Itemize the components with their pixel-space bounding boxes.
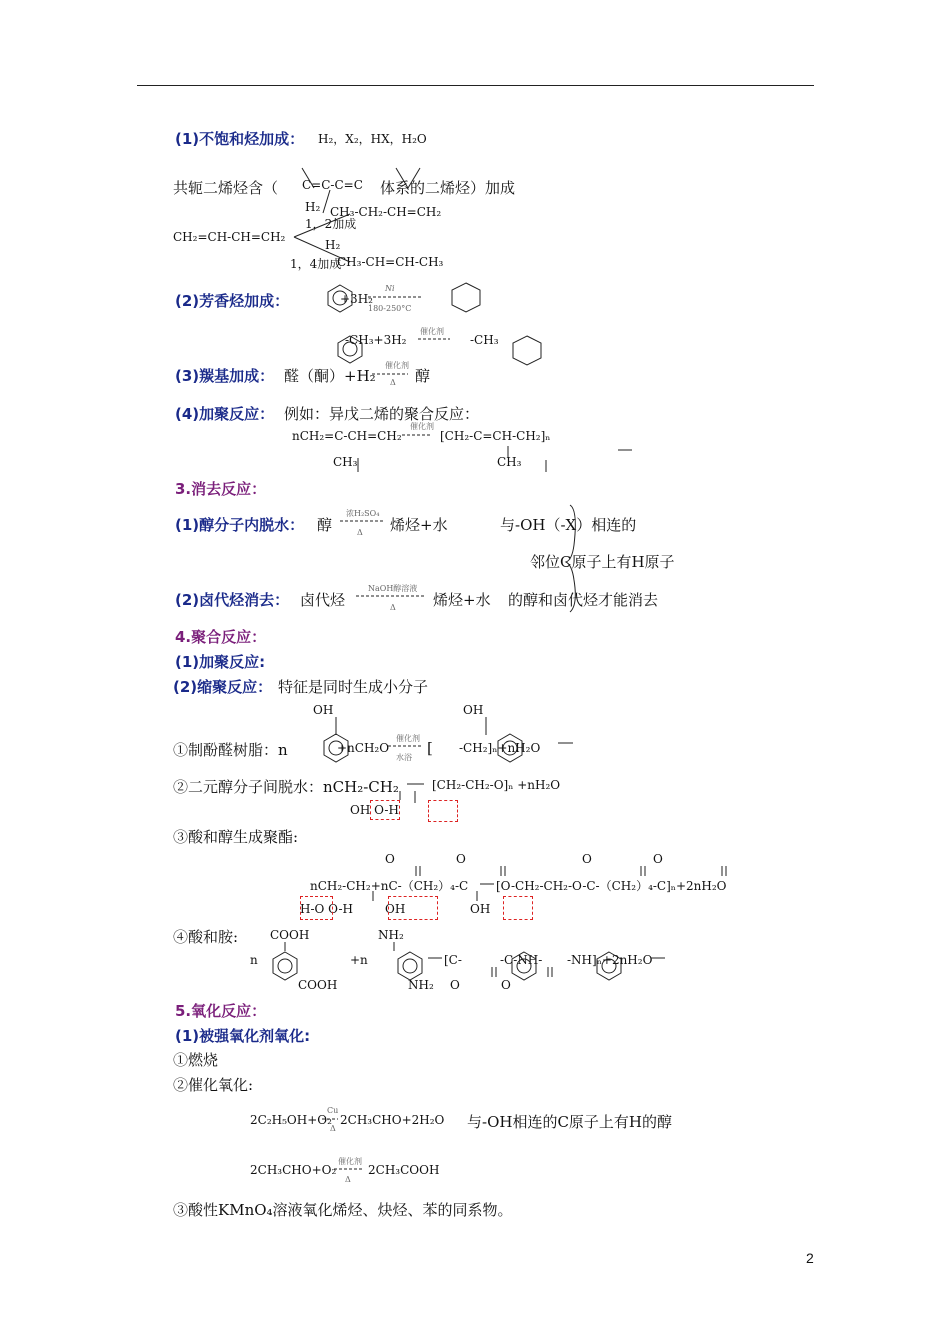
poly-i3-product: [O-CH₂-CH₂-O-C-（CH₂）₄-C]ₙ+2nH₂O	[496, 879, 727, 893]
poly-i2-label: ②二元醇分子间脱水：nCH₂-CH₂	[173, 778, 399, 796]
cyclohexane-ring-1	[452, 283, 480, 312]
conj-text-a: 共轭二烯烃含（	[173, 179, 279, 197]
poly-i3-sub-1: H-O O-H	[300, 902, 353, 916]
poly-i1-mid: +nCH₂O	[337, 741, 390, 755]
ox-eq1-note: 与-OH相连的C原子上有H的醇	[467, 1113, 673, 1131]
i3-o-4: O	[653, 852, 663, 866]
i4-plus-n: +n	[350, 953, 368, 967]
i4-product-a: [C-	[444, 953, 462, 967]
conj-bond-line-2	[408, 168, 420, 188]
s4-heading: (4)加聚反应：	[175, 405, 275, 423]
s2-cond1-top: Ni	[385, 284, 395, 293]
conj-formula: C=C-C=C	[302, 178, 363, 192]
i3-o-3: O	[582, 852, 592, 866]
ox-eq1-cond-top: Cu	[327, 1106, 339, 1115]
s1-heading: (1)不饱和烃加成：	[175, 130, 305, 148]
elim-b-cond-top: NaOH醇溶液	[368, 584, 418, 593]
i4-cooh-1: COOH	[270, 928, 310, 942]
phenol-ring-2	[498, 734, 522, 762]
poly-i3-sub-2: OH	[385, 902, 406, 916]
poly-i3-eq: nCH₂-CH₂+nC-（CH₂）₄-C	[310, 879, 469, 893]
poly-i1-bracket: [	[427, 739, 433, 757]
ox-eq1-cond-bottom: Δ	[330, 1124, 336, 1133]
product-ring-1	[512, 952, 536, 980]
poly-i1-cond-top: 催化剂	[396, 734, 420, 743]
s2-cond2-top: 催化剂	[420, 327, 444, 336]
poly-i1-cond-bottom: 水浴	[396, 753, 412, 762]
ox-eq2-right: 2CH₃COOH	[368, 1163, 440, 1177]
conj-bond-line-1	[396, 168, 408, 188]
label-12-addition: 1，2加成	[305, 217, 357, 231]
poly-h1: (1)加聚反应:	[175, 653, 266, 671]
elim-a-left: 醇	[317, 516, 333, 534]
elim-a-heading: (1)醇分子内脱水：	[175, 516, 305, 534]
i4-cooh-2: COOH	[298, 978, 338, 992]
conj-text-b: 体系的二烯烃）加成	[380, 179, 516, 197]
poly-i3-label: ③酸和醇生成聚酯:	[173, 828, 299, 846]
i4-nh2-1: NH₂	[378, 928, 404, 942]
i4-product-b: -C-NH-	[500, 953, 543, 967]
i4-o-1: O	[450, 978, 460, 992]
elim-title: 3.消去反应：	[175, 480, 267, 498]
elim-a-cond-top: 浓H₂SO₄	[346, 509, 380, 518]
elim-note-1: 与-OH（-X）相连的	[500, 516, 637, 534]
benzene-ring-1	[328, 285, 352, 312]
poly-i1-tail: -CH₂]ₙ+nH₂O	[459, 741, 541, 755]
elim-b-heading: (2)卤代烃消去：	[175, 591, 290, 609]
ox-eq1-left: 2C₂H₅OH+O₂	[250, 1113, 332, 1127]
elim-note-3: 的醇和卤代烃才能消去	[508, 591, 659, 609]
i4-o-2: O	[501, 978, 511, 992]
s3-cond-top: 催化剂	[385, 361, 409, 370]
ox-eq1-right: 2CH₃CHO+2H₂O	[340, 1113, 445, 1127]
elim-note-2: 邻位C原子上有H原子	[530, 553, 675, 571]
poly-title: 4.聚合反应：	[175, 628, 267, 646]
s3-eq-right: 醇	[415, 367, 431, 385]
phenol-oh-2: OH	[463, 703, 484, 717]
s4-eq-left: nCH₂=C-CH=CH₂	[292, 429, 402, 443]
i3-o-2: O	[456, 852, 466, 866]
s4-ch3-b: CH₃	[497, 455, 522, 469]
s4-eq-right: [CH₂-C=CH-CH₂]ₙ	[440, 429, 551, 443]
label-14-addition: 1，4加成	[290, 257, 342, 271]
s4-cond-top: 催化剂	[410, 422, 434, 431]
poly-i1-label: ①制酚醛树脂：n	[173, 741, 288, 759]
ox-eq2-cond-top: 催化剂	[338, 1157, 362, 1166]
s2-eq1: +3H₂	[340, 292, 373, 306]
diene-reactant: CH₂=CH-CH=CH₂	[173, 230, 286, 244]
i3-o-1: O	[385, 852, 395, 866]
ox-eq2-cond-bottom: Δ	[345, 1175, 351, 1184]
poly-i3-sub-3: OH	[470, 902, 491, 916]
elim-b-left: 卤代烃	[300, 591, 346, 609]
h2-top-label: H₂	[305, 200, 321, 214]
product-14: CH₃-CH=CH-CH₃	[337, 255, 444, 269]
product-ring-2	[597, 952, 621, 980]
i4-nh2-2: NH₂	[408, 978, 434, 992]
phenol-oh-1: OH	[313, 703, 334, 717]
s3-cond-bottom: Δ	[390, 378, 396, 387]
cyclohexane-ring-2	[513, 336, 541, 365]
branch-arrow-14	[294, 237, 350, 262]
s1-reagents: H₂，X₂，HX，H₂O	[318, 132, 427, 146]
poly-i2-product: [CH₂-CH₂-O]ₙ +nH₂O	[432, 778, 561, 792]
i4-n: n	[250, 953, 258, 967]
elim-a-cond-bottom: Δ	[357, 528, 363, 537]
elim-b-right: 烯烃+水	[433, 591, 491, 609]
poly-h2-text: 特征是同时生成小分子	[278, 678, 429, 696]
poly-h2: (2)缩聚反应：	[173, 678, 273, 696]
ox-title: 5.氧化反应：	[175, 1002, 267, 1020]
s4-ch3-a: CH₃	[333, 455, 358, 469]
s4-intro: 例如：异戊二烯的聚合反应：	[284, 405, 480, 423]
ox-h1: (1)被强氧化剂氧化:	[175, 1027, 311, 1045]
acid-ring	[273, 952, 297, 980]
phenol-ring-1	[324, 734, 348, 762]
branch-arrow-12	[294, 214, 350, 237]
s2-eq2: -CH₃+3H₂	[345, 333, 407, 347]
ox-item-3: ③酸性KMnO₄溶液氧化烯烃、炔烃、苯的同系物。	[173, 1201, 513, 1219]
ox-eq2-left: 2CH₃CHO+O₂	[250, 1163, 337, 1177]
i4-product-c: -NH]ₙ+2nH₂O	[567, 953, 653, 967]
product-12: CH₃-CH₂-CH=CH₂	[330, 205, 442, 219]
s3-eq-left: 醛（酮）+H₂	[284, 367, 376, 385]
conj-bond-line-4	[323, 190, 330, 213]
s3-heading: (3)羰基加成：	[175, 367, 275, 385]
conj-bond-line-3	[302, 168, 314, 188]
poly-i4-label: ④酸和胺:	[173, 928, 239, 946]
s2-cond1-bottom: 180-250°C	[368, 304, 412, 313]
s2-product2: -CH₃	[470, 333, 499, 347]
poly-i2-sub: OH O-H	[350, 803, 399, 817]
benzene-ring-2	[338, 336, 362, 363]
page-number: 2	[806, 1250, 814, 1266]
amine-ring	[398, 952, 422, 980]
h2-bottom-label: H₂	[325, 238, 341, 252]
ox-item-1: ①燃烧	[173, 1051, 219, 1069]
elim-a-right: 烯烃+水	[390, 516, 448, 534]
elim-b-cond-bottom: Δ	[390, 603, 396, 612]
elim-brace	[566, 505, 575, 612]
ox-item-2: ②催化氧化:	[173, 1076, 254, 1094]
s2-heading: (2)芳香烃加成：	[175, 292, 290, 310]
